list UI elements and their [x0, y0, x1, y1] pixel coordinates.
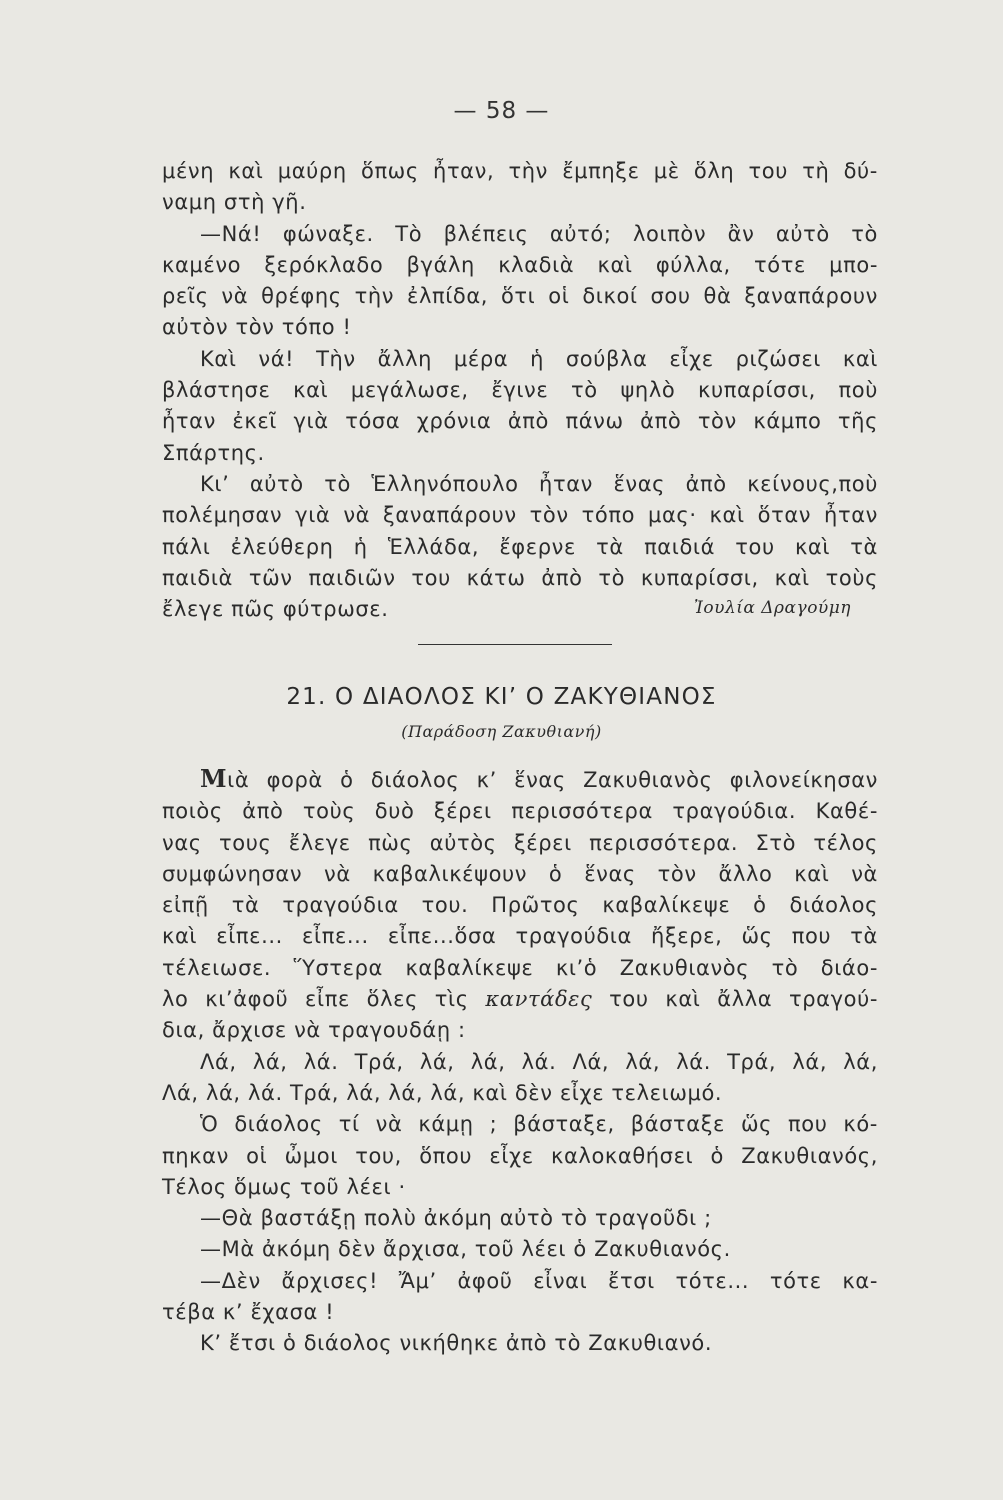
text-line: [162, 984, 878, 1015]
text-line: ἦταν ἐκεῖ γιὰ τόσα χρόνια ἀπὸ πάνω ἀπὸ τὸν κάμπο τῆς: [162, 409, 878, 434]
text-line: ἔλεγε πῶς φύτρωσε.: [162, 597, 389, 622]
text-line: μένη καὶ μαύρη ὅπως ἦταν, τὴν ἔμπηξε μὲ ὅλη του τὴ δύ-: [162, 159, 878, 183]
text-fragment: λο κι’ἀφοῦ εἶπε ὅλες τὶς: [162, 987, 486, 1012]
story-text: [162, 763, 878, 1360]
author-signature: Ἰουλία Δραγούμη: [694, 598, 851, 618]
text-line: ρεῖς νὰ θρέφης τὴν ἐλπίδα, ὅτι οἱ δικοί σου θὰ ξαναπάρουν: [162, 284, 878, 309]
text-line: —Θὰ βαστάξῃ πολὺ ἀκόμη αὐτὸ τὸ τραγοῦδι ;: [200, 1206, 712, 1231]
text-line: παιδιὰ τῶν παιδιῶν του κάτω ἀπὸ τὸ κυπαρίσσι, καὶ τοὺς: [162, 565, 878, 590]
text-line: δια, ἄρχισε νὰ τραγουδάῃ :: [162, 1018, 466, 1043]
drop-cap: Μ: [200, 764, 228, 793]
story-title: 21. Ο ΔΙΑΟΛΟΣ ΚΙ’ Ο ΖΑΚΥΘΙΑΝΟΣ: [286, 684, 717, 710]
text-line: Ὁ διάολος τί νὰ κάμῃ ; βάσταξε, βάσταξε ὥς που κό-: [200, 1112, 878, 1137]
text-line: πάλι ἐλεύθερη ἡ Ἑλλάδα, ἔφερνε τὰ παιδιά του καὶ τὰ: [162, 534, 878, 559]
italic-word: καντάδες: [485, 987, 593, 1012]
text-fragment: ιὰ φορὰ ὁ διάολος κ’ ἕνας Ζακυθιανὸς φιλονείκησαν: [227, 768, 878, 792]
text-line: καμένο ξερόκλαδο βγάλη κλαδιὰ καὶ φύλλα, τότε μπο-: [162, 252, 878, 277]
text-line: —Μὰ ἀκόμη δὲν ἄρχισα, τοῦ λέει ὁ Ζακυθιανός.: [200, 1237, 731, 1262]
page-number: — 58 —: [453, 98, 550, 124]
text-line: συμφώνησαν νὰ καβαλικέψουν ὁ ἕνας τὸν ἄλλο καὶ νὰ: [162, 861, 878, 886]
text-line: Καὶ νά! Τὴν ἄλλη μέρα ἡ σούβλα εἶχε ριζώσει καὶ: [200, 346, 878, 371]
story-subtitle: (Παράδοση Ζακυθιανή): [401, 722, 602, 741]
text-line: βλάστησε καὶ μεγάλωσε, ἔγινε τὸ ψηλὸ κυπαρίσσι, ποὺ: [162, 378, 878, 403]
section-divider: [418, 644, 612, 645]
text-line: καὶ εἶπε... εἶπε... εἶπε...ὅσα τραγούδια ἤξερε, ὥς που τὰ: [162, 924, 878, 949]
text-line: πηκαν οἱ ὦμοι του, ὅπου εἶχε καλοκαθήσει ὁ Ζακυθιανός,: [162, 1143, 878, 1168]
text-line: αὐτὸν τὸν τόπο !: [162, 315, 352, 340]
text-line: Λά, λά, λά. Τρά, λά, λά, λά. Λά, λά, λά. Τρά, λά, λά,: [200, 1049, 878, 1074]
text-line: Λά, λά, λά. Τρά, λά, λά, λά, καὶ δὲν εἶχε τελειωμό.: [162, 1080, 723, 1105]
text-line: πολέμησαν γιὰ νὰ ξαναπάρουν τὸν τόπο μας· καὶ ὅταν ἦταν: [162, 503, 878, 528]
text-fragment: του καὶ ἄλλα τραγού-: [592, 987, 878, 1012]
text-line: νας τους ἔλεγε πὼς αὐτὸς ξέρει περισσότερα. Στὸ τέλος: [162, 830, 878, 855]
text-line: [162, 763, 878, 796]
text-line: εἰπῇ τὰ τραγούδια του. Πρῶτος καβαλίκεψε ὁ διάολος: [162, 893, 878, 918]
text-line: Τέλος ὅμως τοῦ λέει ·: [162, 1174, 406, 1199]
text-line: Σπάρτης.: [162, 440, 265, 465]
text-line: τέλειωσε. Ὕστερα καβαλίκεψε κι’ὁ Ζακυθιανὸς τὸ διάο-: [162, 955, 878, 980]
text-line: —Δὲν ἄρχισες! Ἄμ’ ἀφοῦ εἶναι ἔτσι τότε... τότε κα-: [200, 1268, 878, 1293]
story-ending-text: [162, 156, 878, 625]
text-line: Κ’ ἔτσι ὁ διάολος νικήθηκε ἀπὸ τὸ Ζακυθιανό.: [200, 1331, 713, 1356]
text-line: Κι’ αὐτὸ τὸ Ἑλληνόπουλο ἦταν ἕνας ἀπὸ κείνους,ποὺ: [200, 471, 878, 496]
text-line: ναμη στὴ γῆ.: [162, 190, 307, 215]
text-line: τέβα κ’ ἔχασα !: [162, 1300, 335, 1325]
text-line: ποιὸς ἀπὸ τοὺς δυὸ ξέρει περισσότερα τραγούδια. Καθέ-: [162, 799, 878, 824]
text-line: —Νά! φώναξε. Τὸ βλέπεις αὐτό; λοιπὸν ἂν αὐτὸ τὸ: [200, 221, 878, 246]
